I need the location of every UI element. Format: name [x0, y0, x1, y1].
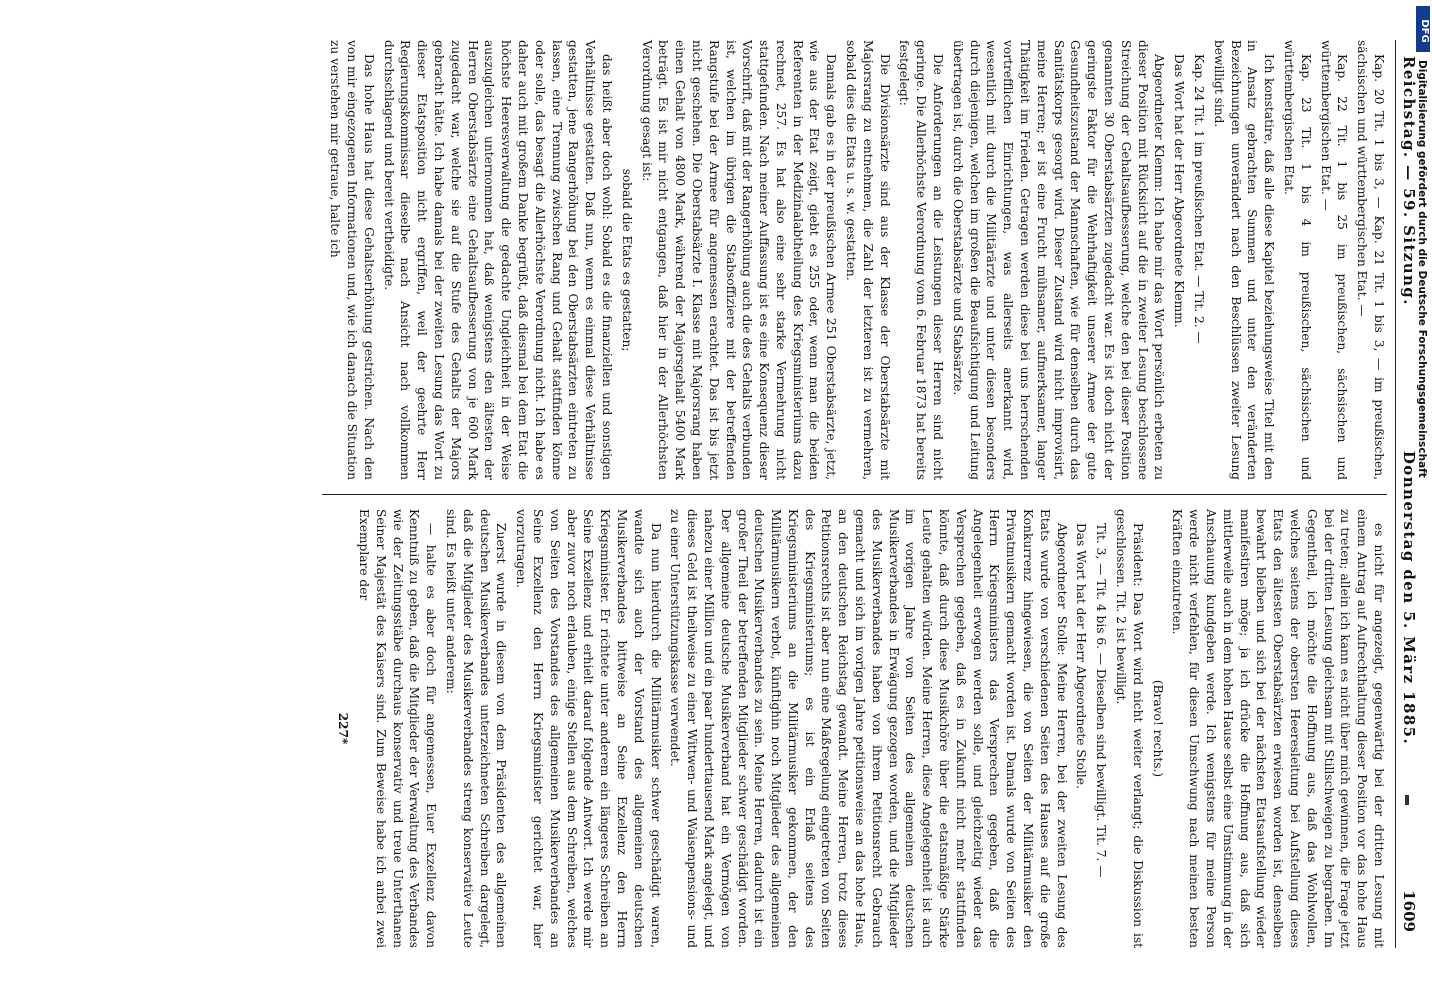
paragraph: Das hohe Haus hat diese Gehaltserhöhung gestrichen. Nach den von mir eingezogenen Informationen und, wie ich danach die Situation zu verstehen mir getraue, halte ich: [328, 40, 376, 480]
right-column: [322, 494, 1387, 948]
paragraph: Da nun hierdurch die Militärmusiker schwer geschädigt waren, wandte sich auch der Vorstand des allgemeinen deutschen Musikerverbandes bittweise an Seine Exzellenz den Herrn Kriegsminister. Er richtete unter anderem ein längeres Schreiben an Seine Exzellenz und erhielt darauf folgende Antwort. Ich werde mir aber zuvor noch erlauben, einige Stellen aus dem Schreiben, welches von Seiten des Vorstandes des allgemeinen Musikerverbandes an Seine Exzellenz den Herrn Kriegsminister gerichtet war, hier vorzutragen.: [514, 509, 663, 948]
paragraph: Kap. 24 Tit. 1 im preußischen Etat. — Tit. 2. —: [1192, 54, 1207, 344]
digitization-note: Digitalisierung gefördert durch die Deutsche Forschungsgemeinschaft: [1416, 60, 1428, 478]
paragraph: Das Wort hat der Herr Abgeordnete Klemm.: [1172, 54, 1187, 328]
scan-mark: [1405, 795, 1409, 805]
paragraph: Präsident: Das Wort wird nicht weiter verlangt; die Diskussion ist geschlossen. Tit. 2 ist bewilligt.: [1114, 509, 1145, 948]
quote: — halte es aber doch für angemessen, Euer Exzellenz davon Kenntniß zu geben, daß die Mitglieder der Verwaltung des Verbandes wie der Zeitungsstäbe durchaus konservativ und treue Unterthanen Seiner Majestät des Kaisers sind. Zum Beweise habe ich anbei zwei Exemplare der: [356, 509, 439, 948]
quote: sobald die Etats es gestatten;: [619, 168, 634, 352]
page-number: 1609: [1400, 890, 1418, 932]
quote: Die Divisionsärzte sind aus der Klasse der Oberstabsärzte mit Majorsrang zu entnehmen, die Zahl der letzteren ist zu vermehren, sobald dies die Etats u. s. w. gestatten.: [844, 40, 892, 480]
paragraph: es nicht für angezeigt, gegenwärtig bei der dritten Lesung mit einem Antrag auf Aufrechthaltung dieser Position vor das hohe Haus zu treten; allein ich kann es nicht über mich gewinnen, die Frage jetzt bei der dritten Lesung gleichsam mit Stillschweigen zu begraben. Im Gegentheil, ich möchte die Hoffnung aus, daß das Wohlwollen, welches seitens der obersten Heeresleitung bei Aufstellung dieses Etats den ältesten Oberstabsärzten erwiesen worden ist, denselben bewahrt bleiben und sich bei der nächsten Etatsaufstellung wieder manifestiren möge; ja ich drücke die Hoffnung aus, daß sich mittlerweile auch in dem hohen Hause selbst eine Umstimmung in der Anschauung kundgeben werde. Ich wenigstens für meine Person werde nicht verfehlen, für diesen Umschwung nach meinen besten Kräften einzutreten.: [1170, 509, 1386, 948]
paragraph: Die Anforderungen an die Leistungen dieser Herren sind nicht geringe. Die Allerhöchste Verordnung vom 6. Februar 1873 hat bereits festgelegt:: [897, 40, 946, 480]
header-left: Reichstag. — 59. Sitzung.: [1400, 56, 1418, 306]
text-columns: [322, 40, 1387, 948]
dfg-logo-text: DFG: [1419, 19, 1430, 43]
paragraph: Zuerst wurde in diesem von dem Präsidenten des allgemeinen deutschen Musikerverbandes unterzeichneten Schreiben dargelegt, daß die Mitglieder des Musikerverbandes streng konservative Leute sind. Es heißt unter anderem:: [443, 509, 509, 948]
side-note: [1412, 60, 1428, 960]
paragraph: Kap. 23 Tit. 1 bis 4 im preußischen, sächsischen und württembergischen Etat.: [1282, 40, 1313, 480]
header-date: Donnerstag den 5. März 1885.: [1400, 450, 1418, 746]
header-rule: [1395, 40, 1396, 948]
paragraph: Kap. 20 Tit. 1 bis 3, — Kap. 21 Tit. 1 bis 3, — im preußischen, sächsischen und württembergischen Etat. —: [1355, 40, 1386, 480]
paragraph: Kap. 22 Tit. 1 bis 25 im preußischen, sächsischen und württembergischen Etat. —: [1318, 40, 1350, 480]
sheet-signature: 227*: [336, 712, 351, 745]
paragraph: Das Wort hat der Herr Abgeordnete Stolle.: [1074, 523, 1089, 789]
dfg-logo: [1416, 6, 1430, 52]
left-column: [322, 40, 1387, 494]
paragraph: Abgeordneter Stolle: Meine Herren, bei der zweiten Lesung des Etats wurde von verschiedenen Seiten des Hauses auf die große Konkurrenz hingewiesen, die von Seiten der Militärmusiker den Privatmusikern gemacht worden ist. Damals wurde von Seiten des Herrn Kriegsministers das Versprechen gegeben, daß die Angelegenheit erwogen werden solle, und gleichzeitig wieder das Versprechen gegeben, daß es in Zukunft nicht mehr stattfinden könnte, daß durch diese Musikchöre über die etatsmäßige Stärke Leute gehalten würden. Meine Herren, diese Angelegenheit ist auch im vorigen Jahre von Seiten des allgemeinen deutschen Musikerverbandes in Erwägung gezogen worden, und die Mitglieder des Musikerverbandes haben von ihrem Petitionsrecht Gebrauch gemacht und sich im vorigen Jahre petitionsweise an das hohe Haus, an den deutschen Reichstag gewandt. Meine Herren, trotz dieses Petitionsrechts ist aber nun eine Maßregelung eingetreten von Seiten des Kriegsministeriums; es ist ein Erlaß seitens des Kriegsministeriums an die Militärmusiker gekommen, der den Militärmusikern verbot, künftighin noch Mitglieder des allgemeinen deutschen Musikerverbandes zu sein. Meine Herren, dadurch ist ein großer Theil der betreffenden Mitglieder schwer geschädigt worden. Der allgemeine deutsche Musikerverband hat ein Vermögen von nahezu einer Million und ein paar hunderttausend Mark angelegt, und dieses Geld ist theilweise zu einer Wittwen- und Waisenpensions- und zu einer Unterstützungskasse verwendet.: [668, 509, 1069, 948]
paragraph: Damals gab es in der preußischen Armee 251 Oberstabsärzte, jetzt, wie aus der Etat zeigt, giebt es 255 oder, wenn man die beiden Referenten in der Medizinalabtheilung des Kriegsministeriums dazu rechnet, 257. Es hat also eine sehr starke Vermehrung nicht stattgefunden. Nach meiner Auffassung ist es eine Konsequenz dieser Vorschrift, daß mit der Rangerhöhung auch die des Gehalts verbunden ist, welchen im übrigen die Stabsoffiziere mit der betreffenden Rangstufe bei der Armee für angemessen erachtet. Das ist bis jetzt nicht geschehen. Die Oberstabsärzte I. Klasse mit Majorsrang haben einen Gehalt von 4800 Mark, während der Majorsgehalt 5400 Mark beträgt. Es ist mir nicht entgangen, daß hier in der Allerhöchsten Verordnung gesagt ist:: [639, 40, 839, 480]
applause-note: (Bravo! rechts.): [1150, 679, 1165, 778]
paragraph: Tit. 3, — Tit. 4 bis 6. — Dieselben sind bewilligt. Tit. 7. —: [1094, 523, 1109, 878]
paragraph: das heißt aber doch wohl: Sobald es die finanziellen und sonstigen Verhältnisse gestatten. Daß nun, wenn es einmal diese Verhältnisse gestatten, jene Rangerhöhung bei den Oberstabsärzten eintreten zu lassen, eine Trennung zwischen Rang und Gehalt stattfinden könne oder solle, das besagt die Allerhöchste Verordnung nicht. Ich habe es daher auch mit großem Danke begrüßt, daß diesmal bei dem Etat die höchste Heeresverwaltung die gedachte Ungleichheit in der Weise auszugleichen unternommen hat, daß wenigstens den ältesten der Herren Oberstabsärzte eine Gehaltsaufbesserung von je 600 Mark zugedacht war, welche sie auf die Stufe des Gehalts der Majors gebracht hätte. Ich habe damals bei der zweiten Lesung das Wort zu dieser Etatsposition nicht ergriffen, weil der geehrte Herr Regierungskommissar dieselbe nach Ansicht nach vollkommen durchschlagend und bereit vertheidigte.: [381, 40, 614, 480]
paragraph: Abgeordneter Klemm: Ich habe mir das Wort persönlich erbeten zu dieser Position mit Rücksicht auf die in zweiter Lesung beschlossene Streichung der Gehaltsaufbesserung, welche den bei dieser Position genannten 30 Oberstabsärzten zugedacht war. Es ist doch nicht der geringste Faktor für die Wehrhaftigkeit unserer Armee der gute Gesundheitszustand der Mannschaften, wie für denselben durch das Sanitätskorps gesorgt wird. Dieser Zustand wird nicht improvisirt, meine Herren; er ist eine Frucht mühsamer, aufmerksamer, langer Thätigkeit im Frieden. Getragen werden diese bei uns herrschenden vortrefflichen Einrichtungen, was allerseits anerkannt wird, wesentlich mit durch die Militärärzte und unter diesen besonders durch diejenigen, welchen im großen die Beaufsichtigung und Leitung übertragen ist, durch die Oberstabsärzte und Stabsärzte.: [950, 40, 1167, 480]
paragraph: Ich konstatire, daß alle diese Kapitel beziehungsweise Titel mit den in Ansatz gebrachten Summen und unter den veränderten Bezeichnungen unverändert nach den Beschlüssen zweiter Lesung bewilligt sind.: [1211, 40, 1277, 480]
